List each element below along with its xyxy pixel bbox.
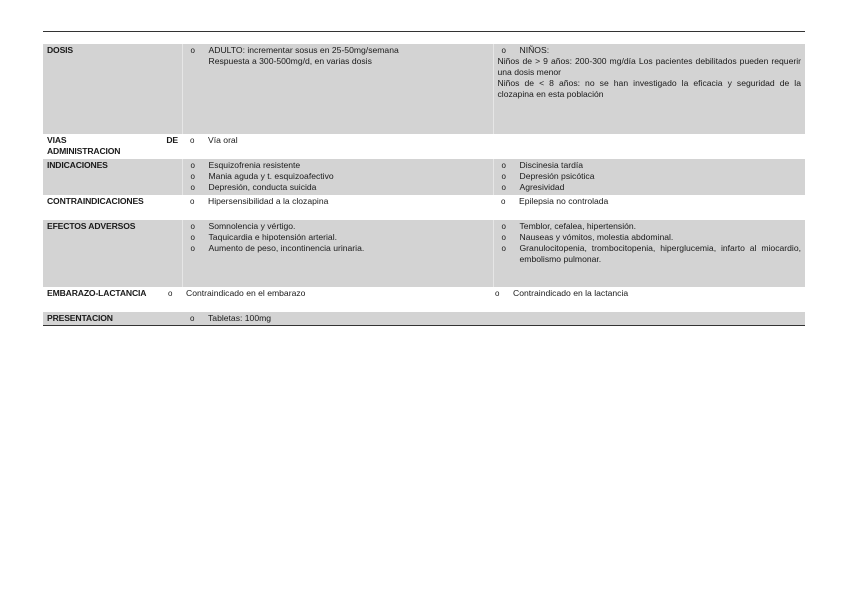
dosis-child-line-1: Niños de > 9 años: 200-300 mg/día Los pacientes debilitados pueden requerir una dosis menor: [497, 56, 801, 77]
contra-right-item: o Epilepsia no controlada: [497, 196, 801, 207]
row-label-presentacion: PRESENTACION: [43, 312, 182, 325]
efectos-left-item-3: o Aumento de peso, incontinencia urinaria.: [187, 243, 489, 254]
embarazo-right-cell: [493, 287, 805, 312]
efectos-left-item-1: o Somnolencia y vértigo.: [187, 221, 489, 232]
row-embarazo: [43, 287, 805, 312]
dosis-child-line-2: Niños de < 8 años: no se han investigado la eficacia y seguridad de la clozapina en esta población: [497, 78, 801, 99]
indicaciones-left-item-1: o Esquizofrenia resistente: [187, 160, 489, 171]
row-label-indicaciones: INDICACIONES: [43, 159, 182, 195]
indicaciones-right-item-1: o Discinesia tardía: [498, 160, 802, 171]
indicaciones-right-cell: [493, 159, 805, 195]
efectos-right-item-3: o Granulocitopenia, trombocitopenia, hiperglucemia, infarto al miocardio, embolismo pulmonar.: [498, 243, 802, 265]
dosis-adult-cell: [182, 44, 493, 134]
row-label-contraindicaciones: CONTRAINDICACIONES: [43, 195, 182, 220]
dosis-adult-line-2: Respuesta a 300-500mg/d, en varias dosis: [208, 56, 372, 66]
efectos-right-item-2: o Nauseas y vómitos, molestia abdominal.: [498, 232, 802, 243]
efectos-left-item-2: o Taquicardia e hipotensión arterial.: [187, 232, 489, 243]
vias-label-b: DE: [166, 135, 178, 145]
presentacion-value-cell: [182, 312, 805, 325]
indicaciones-right-item-2: o Depresión psicótica: [498, 171, 802, 182]
embarazo-right-item: o Contraindicado en la lactancia: [491, 288, 801, 299]
indicaciones-right-item-3: o Agresividad: [498, 182, 802, 193]
contra-left-item: o Hipersensibilidad a la clozapina: [186, 196, 489, 207]
row-label-embarazo: EMBARAZO-LACTANCIA: [43, 287, 182, 312]
contra-left-cell: [182, 195, 493, 220]
vias-value: o Vía oral: [186, 135, 801, 146]
dosis-adult-item: [187, 45, 489, 67]
efectos-right-item-1: o Temblor, cefalea, hipertensión.: [498, 221, 802, 232]
vias-value-cell: [182, 134, 805, 159]
indicaciones-left-cell: [182, 159, 493, 195]
row-label-vias: [43, 134, 182, 159]
efectos-right-cell: [493, 220, 805, 287]
drug-info-table: [43, 44, 805, 326]
contra-right-cell: [493, 195, 805, 220]
dosis-adult-line-1: ADULTO: incrementar sosus en 25-50mg/semana: [208, 45, 399, 55]
row-label-efectos: EFECTOS ADVERSOS: [43, 220, 182, 287]
indicaciones-left-item-2: o Mania aguda y t. esquizoafectivo: [187, 171, 489, 182]
vias-label-a: VIAS: [47, 135, 67, 145]
row-efectos: [43, 220, 805, 287]
vias-label-c: ADMINISTRACION: [47, 146, 121, 156]
embarazo-left-cell: [182, 287, 493, 312]
row-indicaciones: [43, 159, 805, 195]
efectos-left-cell: [182, 220, 493, 287]
dosis-child-head: o NIÑOS:: [498, 45, 802, 56]
row-contraindicaciones: [43, 195, 805, 220]
top-rule: [43, 31, 805, 32]
row-label-dosis: DOSIS: [43, 44, 182, 134]
row-vias: [43, 134, 805, 159]
indicaciones-left-item-3: o Depresión, conducta suicida: [187, 182, 489, 193]
embarazo-left-item: o Contraindicado en el embarazo: [164, 288, 489, 299]
row-presentacion: [43, 312, 805, 325]
dosis-child-cell: [493, 44, 805, 134]
presentacion-value: o Tabletas: 100mg: [186, 313, 801, 324]
row-dosis: [43, 44, 805, 134]
